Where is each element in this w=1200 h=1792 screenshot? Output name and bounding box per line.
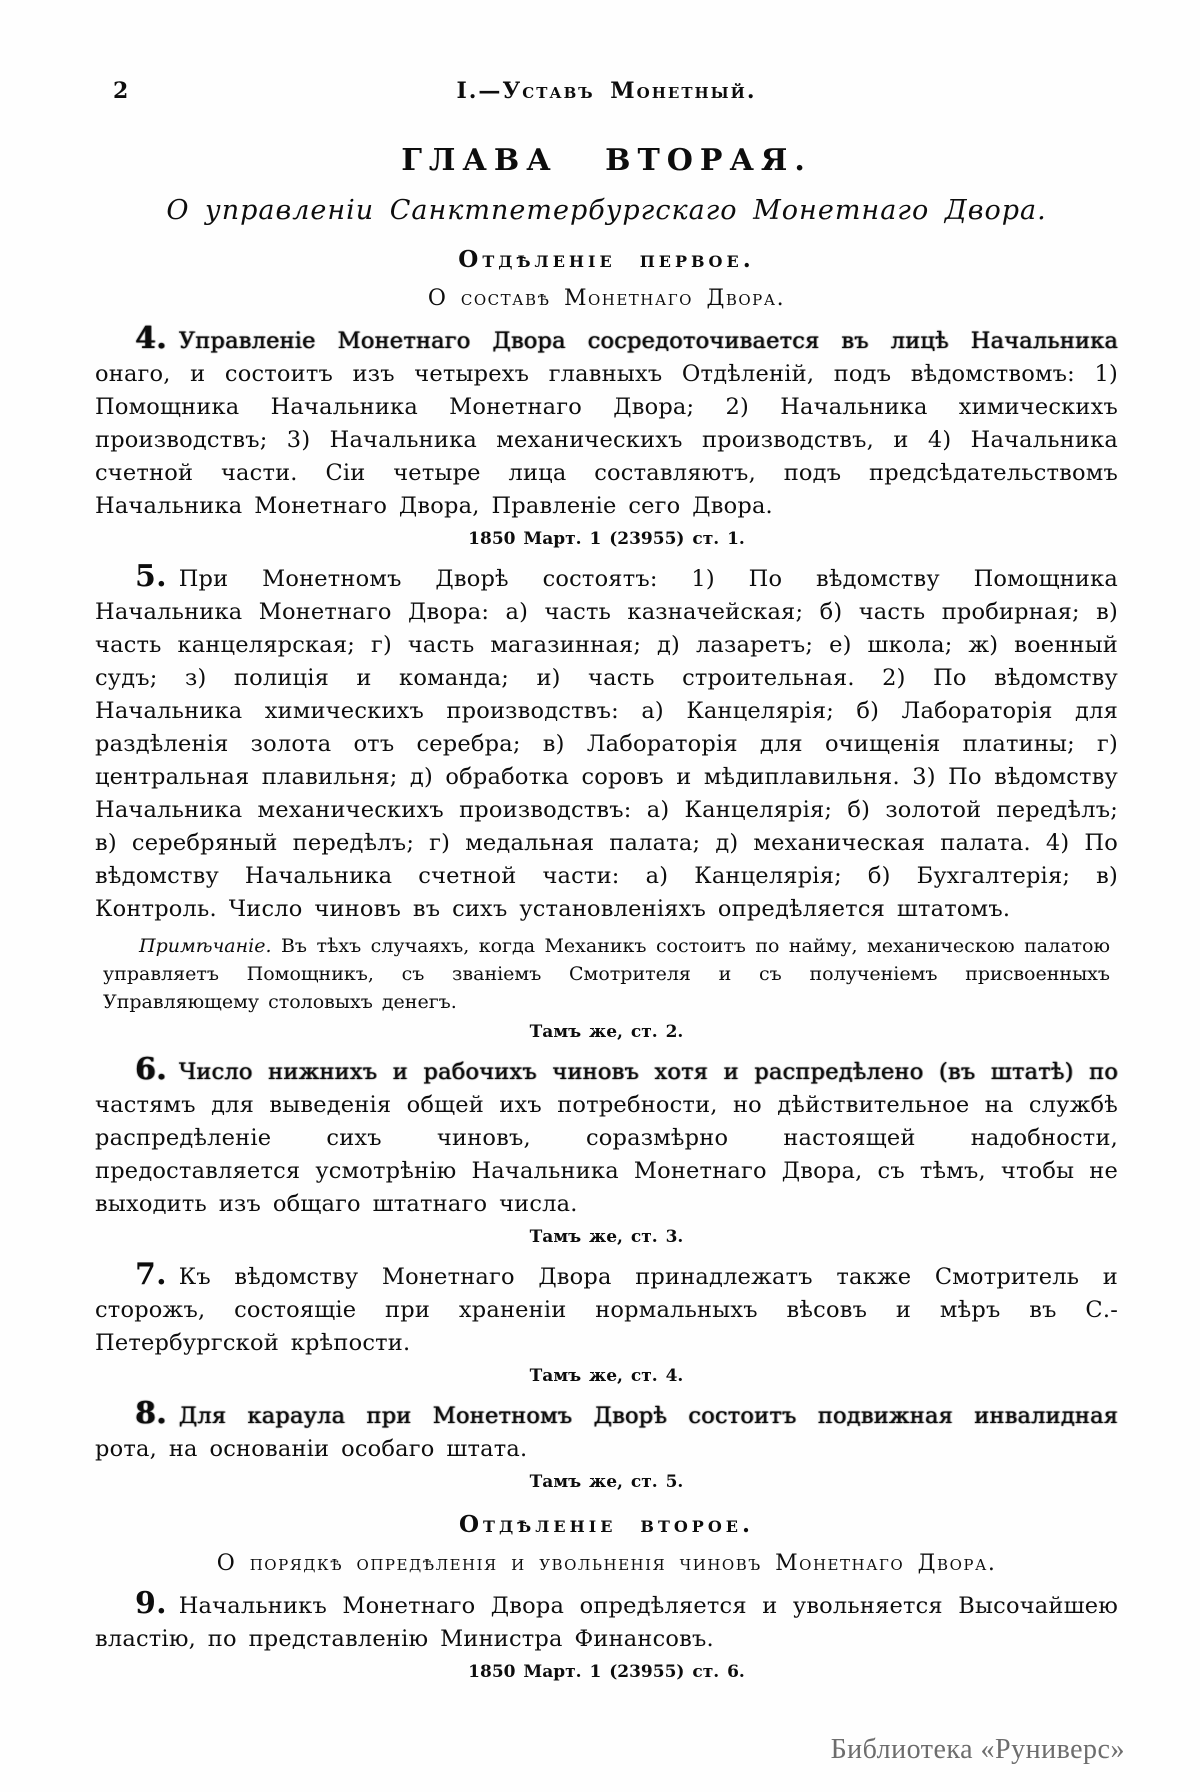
article-9-text: Начальникъ Монетнаго Двора опредѣляется и увольняется Высочайшею властію, по представленію Министра Финансовъ. [95, 1593, 1118, 1652]
article-7-text: Къ вѣдомству Монетнаго Двора принадлежатъ также Смотритель и сторожъ, состоящіе при храненіи нормальныхъ вѣсовъ и мѣръ въ С.-Петербургской крѣпости. [95, 1264, 1118, 1356]
article-5-citation: Тамъ же, ст. 2. [529, 1022, 684, 1042]
article-8 [95, 1396, 1118, 1466]
chapter-subtitle: О управленіи Санктпетербургскаго Монетнаго Двора. [166, 195, 1047, 226]
article-4-number: 4. [135, 321, 167, 356]
section-two-subheading: О порядкѣ опредѣленія и увольненія чиновъ Монетнаго Двора. [216, 1551, 997, 1576]
page-number: 2 [113, 78, 129, 104]
article-7 [95, 1257, 1118, 1360]
article-8-citation: Тамъ же, ст. 5. [529, 1472, 684, 1492]
article-6-number: 6. [135, 1052, 167, 1087]
article-6 [95, 1052, 1118, 1221]
article-5 [95, 559, 1118, 926]
article-7-citation: Тамъ же, ст. 4. [529, 1366, 684, 1386]
article-8-text: Для караула при Монетномъ Дворѣ состоитъ подвижная инвалидная рота, на основаніи особаго штата. [95, 1403, 1118, 1462]
section-two-heading: Отдѣленіе второе. [459, 1511, 754, 1538]
running-title: I.—Уставъ Монетный. [456, 78, 757, 104]
chapter-heading: ГЛАВА ВТОРАЯ. [401, 143, 812, 178]
article-6-text: Число нижнихъ и рабочихъ чиновъ хотя и распредѣлено (въ штатѣ) по частямъ для выведенія общей ихъ потребности, но дѣйствительное на службѣ распредѣленіе сихъ чиновъ, соразмѣрно настоящей надобности, предоставляется усмотрѣнію Начальника Монетнаго Двора, съ тѣмъ, чтобы не выходить изъ общаго штатнаго числа. [95, 1059, 1118, 1217]
section-one-heading: Отдѣленіе первое. [458, 246, 755, 273]
article-4 [95, 321, 1118, 523]
note-text: Въ тѣхъ случаяхъ, когда Механикъ состоитъ по найму, механическою палатою управляетъ Помощникъ, съ званіемъ Смотрителя и съ полученіемъ присвоенныхъ Управляющему столовыхъ денегъ. [103, 935, 1110, 1013]
article-4-text: Управленіе Монетнаго Двора сосредоточивается въ лицѣ Начальника онаго, и состоитъ изъ четырехъ главныхъ Отдѣленій, подъ вѣдомствомъ: 1) Помощника Начальника Монетнаго Двора; 2) Начальника химическихъ производствъ; 3) Начальника механическихъ производствъ, и 4) Начальника счетной части. Сіи четыре лица составляютъ, подъ предсѣдательствомъ Начальника Монетнаго Двора, Правленіе сего Двора. [95, 328, 1118, 519]
article-9-citation: 1850 Март. 1 (23955) ст. 6. [468, 1662, 745, 1682]
article-9 [95, 1586, 1118, 1656]
article-9-number: 9. [135, 1586, 167, 1621]
library-watermark: Библиотека «Руниверс» [830, 1734, 1125, 1765]
note-lead: Примѣчаніе. [139, 935, 272, 957]
article-7-number: 7. [135, 1257, 167, 1292]
section-one-subheading: О составѣ Монетнаго Двора. [427, 286, 786, 311]
article-4-citation: 1850 Март. 1 (23955) ст. 1. [468, 529, 745, 549]
article-6-citation: Тамъ же, ст. 3. [529, 1227, 684, 1247]
article-8-number: 8. [135, 1396, 167, 1431]
article-5-note [103, 932, 1110, 1016]
article-5-number: 5. [135, 559, 167, 594]
article-5-text: При Монетномъ Дворѣ состоятъ: 1) По вѣдомству Помощника Начальника Монетнаго Двора: а) часть казначейская; б) часть пробирная; в) часть канцелярская; г) часть магазинная; д) лазаретъ; е) школа; ж) военный судъ; з) полиція и команда; и) часть строительная. 2) По вѣдомству Начальника химическихъ производствъ: а) Канцелярія; б) Лабораторія для раздѣленія золота отъ серебра; в) Лабораторія для очищенія платины; г) центральная плавильня; д) обработка соровъ и мѣдиплавильня. 3) По вѣдомству Начальника механическихъ производствъ: а) Канцелярія; б) золотой передѣлъ; в) серебряный передѣлъ; г) медальная палата; д) механическая палата. 4) По вѣдомству Начальника счетной части: а) Канцелярія; б) Бухгалтерія; в) Контроль. Число чиновъ въ сихъ установленіяхъ опредѣляется штатомъ. [95, 566, 1118, 922]
page-header [95, 78, 1118, 108]
